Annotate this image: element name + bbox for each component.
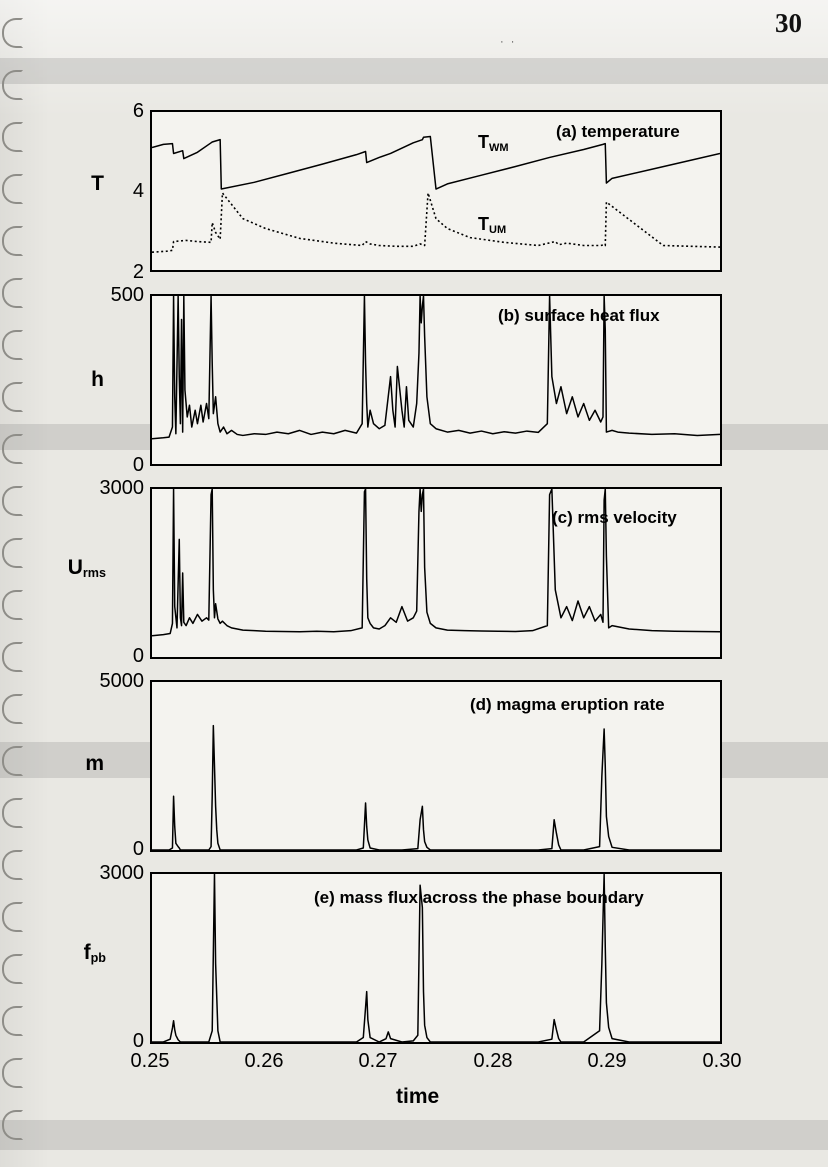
xtick-5: 0.30 [702,1050,742,1072]
panel-c-ytick-0: 0 [132,645,144,667]
panel-a-series-label-tum: $T_{UM}$ [478,214,507,236]
x-axis-title: time [396,1085,440,1108]
panel-e-title: (e) mass flux across the phase boundary [314,888,644,907]
panel-a-series-label-twm: $T_{WM}$ [478,132,509,154]
panel-a-series-0 [152,136,720,189]
panel-e-ytick-3000: 3000 [99,862,144,884]
panel-e-ylabel-sub: pb [90,951,106,966]
xtick-0: 0.25 [130,1050,170,1072]
panel-d-ytick-0: 0 [132,838,144,860]
panel-a-series-sub-um: UM [489,223,507,236]
xtick-2: 0.27 [358,1050,398,1072]
panel-d-series-0 [152,726,720,850]
panel-c-ytick-3000: 3000 [99,477,144,499]
panel-b-ylabel: h [91,368,104,391]
panel-b-title: (b) surface heat flux [498,306,660,325]
panel-a-series-sub-wm: WM [489,141,509,154]
panel-b-ytick-0: 0 [132,454,144,476]
panel-a-ytick-2: 2 [132,261,144,283]
panel-a-series-1 [152,193,720,252]
panel-b-ytick-500: 500 [110,284,144,306]
panel-a-title: (a) temperature [556,122,680,141]
page-number: 30 [775,8,802,38]
panel-d-ylabel: m [85,752,104,775]
xtick-3: 0.28 [473,1050,513,1072]
panel-a-ylabel: T [91,172,104,195]
panel-c-title: (c) rms velocity [552,508,677,527]
panel-e-ytick-0: 0 [132,1030,144,1052]
panel-e-ylabel: $f_{pb}$ [83,941,106,966]
scan-speckle: · · [500,36,517,48]
xtick-1: 0.26 [244,1050,284,1072]
panel-d-ytick-5000: 5000 [99,670,144,692]
panel-c-ylabel-sub: rms [82,566,106,581]
panel-a-ytick-6: 6 [132,100,144,122]
panel-a-ytick-4: 4 [132,180,144,202]
panel-d-title: (d) magma eruption rate [470,695,665,714]
xtick-4: 0.29 [587,1050,627,1072]
panel-c-ylabel: $U_{rms}$ [67,556,106,581]
